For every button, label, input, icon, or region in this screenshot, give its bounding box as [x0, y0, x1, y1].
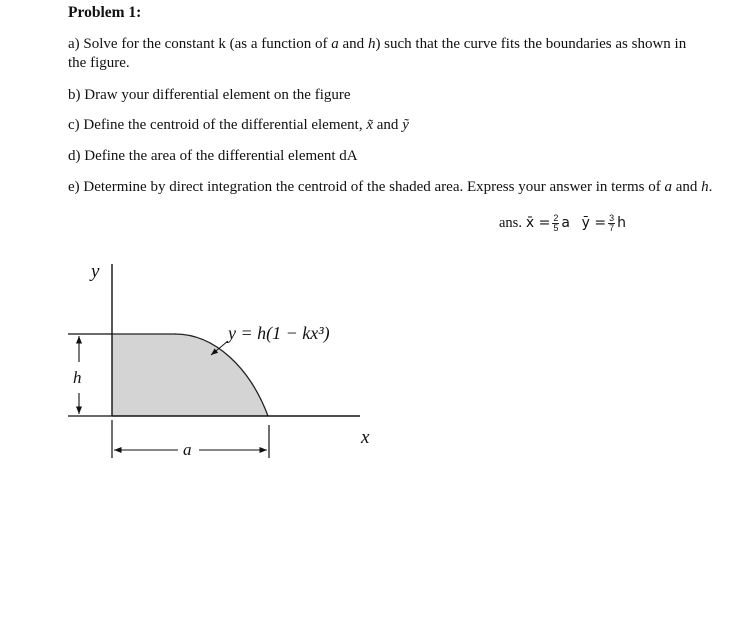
problem-title: Problem 1: — [68, 4, 142, 21]
xbar-fraction: $\frac{2}{5}$ — [553, 213, 559, 233]
answer-label: ans. — [499, 215, 522, 232]
ybar-variable: h — [617, 215, 626, 232]
a-label: a — [183, 440, 192, 459]
xbar-variable: a — [561, 215, 570, 232]
h-label: h — [73, 368, 82, 387]
part-d-text: d) Define the area of the differential element dA — [68, 148, 358, 164]
ybar-fraction: $\frac{3}{7}$ — [609, 213, 615, 233]
part-c-text: c) Define the centroid of the differential element, x̃ and ỹ — [68, 117, 409, 133]
curve-equation: y = h(1 − kx³) — [228, 323, 330, 343]
ybar-symbol: ȳ = — [581, 215, 607, 232]
xbar-symbol: x̄ = — [525, 215, 551, 232]
y-axis-label: y — [91, 261, 100, 282]
part-b-text: b) Draw your differential element on the figure — [68, 87, 351, 103]
part-e-text: e) Determine by direct integration the centroid of the shaded area. Express your answer in terms of a and h. — [68, 179, 713, 195]
part-a-text: a) Solve for the constant k (as a function of a and h) such that the curve fits the boundaries as shown in the figure. — [68, 36, 687, 71]
x-axis-label: x — [361, 427, 370, 448]
shaded-area — [112, 334, 268, 416]
